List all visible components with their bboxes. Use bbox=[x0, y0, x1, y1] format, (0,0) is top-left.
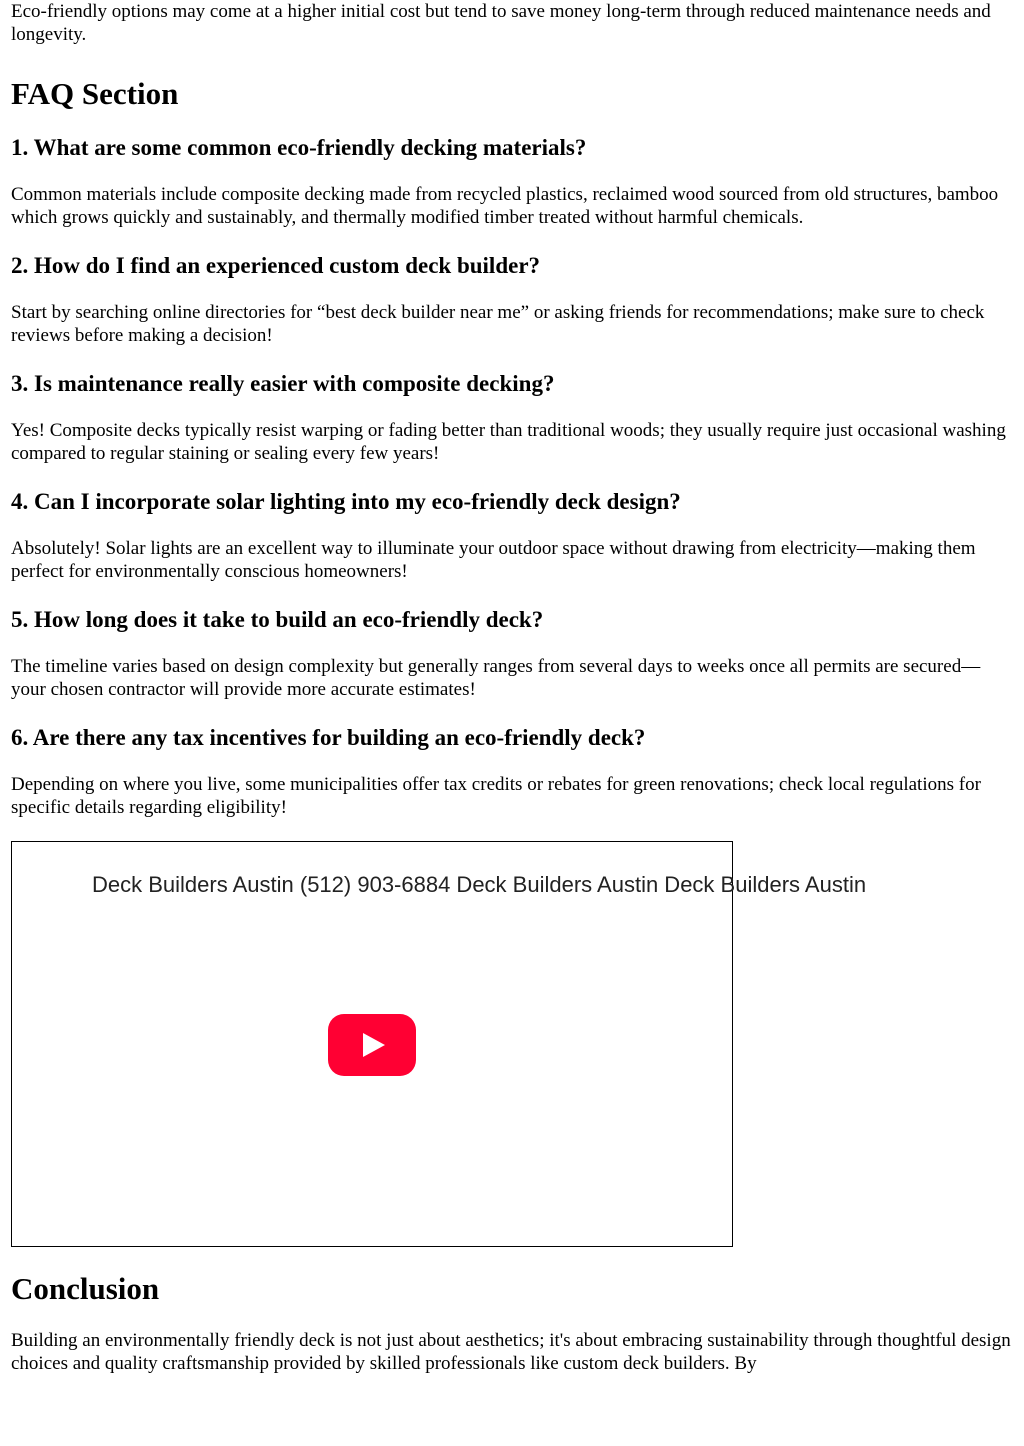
conclusion-paragraph: Building an environmentally friendly deck is not just about aesthetics; it's about embracing sustainability through thoughtful design choices and quality craftsmanship provided by skilled professionals like custom deck builders. By bbox=[11, 1330, 1011, 1374]
conclusion-heading: Conclusion bbox=[11, 1271, 160, 1306]
faq-answer-4: Absolutely! Solar lights are an excellent way to illuminate your outdoor space without drawing from electricity—making them perfect for environmentally conscious homeowners! bbox=[11, 538, 976, 582]
faq-answer-3: Yes! Composite decks typically resist warping or fading better than traditional woods; they usually require just occasional washing compared to regular staining or sealing every few years! bbox=[11, 420, 1006, 464]
faq-answer-2: Start by searching online directories for “best deck builder near me” or asking friends for recommendations; make sure to check reviews before making a decision! bbox=[11, 302, 985, 346]
faq-question-5: 5. How long does it take to build an eco-friendly deck? bbox=[11, 607, 544, 632]
video-embed[interactable] bbox=[11, 841, 867, 1247]
youtube-play-icon[interactable] bbox=[328, 1014, 416, 1076]
faq-question-4: 4. Can I incorporate solar lighting into my eco-friendly deck design? bbox=[11, 489, 681, 514]
intro-paragraph: Eco-friendly options may come at a higher initial cost but tend to save money long-term through reduced maintenance needs and longevity. bbox=[11, 1, 991, 45]
faq-answer-1: Common materials include composite decking made from recycled plastics, reclaimed wood sourced from old structures, bamboo which grows quickly and sustainably, and thermally modified timber treated without harmful chemicals. bbox=[11, 184, 999, 228]
video-title[interactable]: Deck Builders Austin (512) 903-6884 Deck Builders Austin Deck Builders Austin bbox=[92, 872, 867, 897]
article-content bbox=[11, 0, 1015, 1375]
play-triangle-icon bbox=[363, 1033, 385, 1057]
faq-heading: FAQ Section bbox=[11, 76, 179, 111]
faq-question-1: 1. What are some common eco-friendly decking materials? bbox=[11, 135, 587, 160]
faq-question-6: 6. Are there any tax incentives for building an eco-friendly deck? bbox=[11, 725, 646, 750]
faq-answer-5: The timeline varies based on design complexity but generally ranges from several days to weeks once all permits are secured—your chosen contractor will provide more accurate estimates! bbox=[11, 656, 981, 700]
faq-answer-6: Depending on where you live, some municipalities offer tax credits or rebates for green renovations; check local regulations for specific details regarding eligibility! bbox=[11, 774, 981, 818]
faq-question-2: 2. How do I find an experienced custom deck builder? bbox=[11, 253, 541, 278]
faq-question-3: 3. Is maintenance really easier with composite decking? bbox=[11, 371, 555, 396]
